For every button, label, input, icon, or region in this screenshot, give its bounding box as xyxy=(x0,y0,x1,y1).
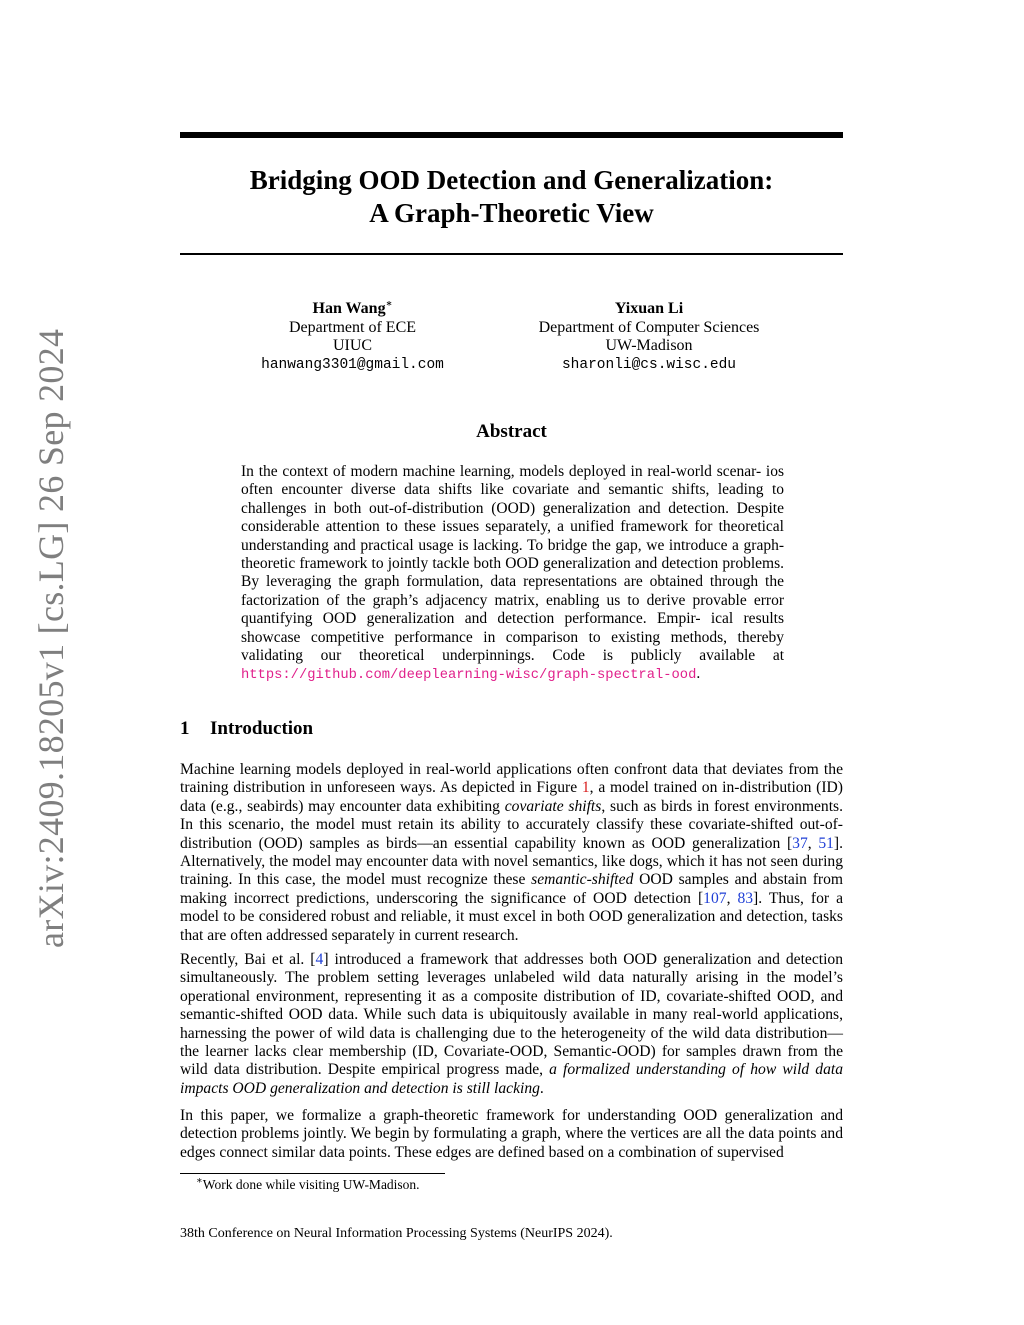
author-email[interactable]: sharonli@cs.wisc.edu xyxy=(561,356,737,373)
text-run: Recently, Bai et al. [ xyxy=(180,951,316,968)
title-line-2: A Graph-Theoretic View xyxy=(369,198,654,228)
intro-paragraph-2 xyxy=(180,951,843,1098)
footnote-text: Work done while visiting UW-Madison. xyxy=(202,1177,420,1192)
author-name xyxy=(250,300,455,319)
text-run: , xyxy=(726,889,738,907)
citation-link[interactable]: 107 xyxy=(703,889,727,907)
emphasis-text: semantic-shifted xyxy=(531,871,634,889)
figure-reference-link[interactable]: 1 xyxy=(581,779,590,797)
text-run: , a model trained on in-distribution (ID) data (e.g., seabirds) may encounter data exhibiting xyxy=(180,779,843,815)
section-heading-introduction xyxy=(180,718,313,740)
section-number: 1 xyxy=(180,718,190,739)
author-department: Department of Computer Sciences xyxy=(538,318,760,336)
author-block-2 xyxy=(520,300,778,374)
title-bottom-rule xyxy=(180,253,843,255)
code-repository-link[interactable]: https://github.com/deeplearning-wisc/graph-spectral-ood xyxy=(241,668,697,684)
author-name-text: Han Wang xyxy=(312,300,386,317)
text-run: ] introduced a framework that addresses both OOD generalization and detection simultaneously. The problem setting leverages unlabeled wild data naturally arising in the model’s operational environment, representing it as a composite distribution of ID, covariate-shifted OOD, and semantic-shifted OOD data. While such data is ubiquitously available in many real-world applications, harnessing the power of wild data is challenging due to the heterogeneity of the wild data distribution—the learner lacks clear membership (ID, Covariate-OOD, Semantic-OOD) for samples drawn from the wild data distribution. Despite empirical progress made, xyxy=(180,951,844,1079)
citation-link[interactable]: 51 xyxy=(818,834,834,852)
footnote xyxy=(196,1177,420,1193)
text-run: , such as birds in forest environments. In this scenario, the model must retain its ability to accurately classify these covariate-shifted out-of-distribution (OOD) samples as birds—an essential capability known as OOD generalization [ xyxy=(180,797,843,852)
author-department: Department of ECE xyxy=(288,318,417,336)
abstract-body xyxy=(241,463,784,686)
footnote-mark: ∗ xyxy=(385,298,393,310)
author-name: Yixuan Li xyxy=(614,300,684,317)
footnote-mark: ∗ xyxy=(196,1175,203,1187)
citation-link[interactable]: 83 xyxy=(737,889,754,907)
citation-link[interactable]: 37 xyxy=(792,834,808,852)
text-run: , xyxy=(807,834,819,852)
title-line-1: Bridging OOD Detection and Generalization: xyxy=(249,165,774,195)
text-run: . xyxy=(539,1079,544,1097)
paper-title xyxy=(180,164,843,230)
title-top-rule xyxy=(180,132,843,138)
citation-link[interactable]: 4 xyxy=(315,951,324,968)
abstract-text: In the context of modern machine learning, models deployed in real-world scenar- ios often encounter diverse data shifts like covariate and semantic shifts, leading to challenges in both out-of-distribution (OOD) generalization and detection. Despite considerable attention to these issues separately, a unified framework for theoretical understanding and practical usage is lacking. To bridge the gap, we introduce a graph-theoretic framework to jointly tackle both OOD generalization and detection problems. By leveraging the graph formulation, data representations are obtained through the factorization of the graph’s adjacency matrix, enabling us to derive provable error quantifying OOD generalization and detection performance. Empir- ical results showcase competitive performance in comparison to existing methods, thereby validating our theoretical underpinnings. Code is publicly available at xyxy=(241,463,784,665)
venue-note: 38th Conference on Neural Information Processing Systems (NeurIPS 2024). xyxy=(180,1226,613,1241)
abstract-heading: Abstract xyxy=(476,421,547,442)
intro-paragraph-1 xyxy=(180,761,843,945)
intro-paragraph-3: In this paper, we formalize a graph-theoretic framework for understanding OOD generalization and detection problems jointly. We begin by formulating a graph, where the vertices are all the data points and edges connect similar data points. These edges are defined based on a combination of supervised xyxy=(180,1107,843,1161)
author-affiliation: UW-Madison xyxy=(605,337,693,354)
abstract-end: . xyxy=(696,665,701,683)
section-title: Introduction xyxy=(210,718,314,739)
author-affiliation: UIUC xyxy=(332,337,373,354)
emphasis-text: covariate shifts xyxy=(504,797,602,815)
footnote-rule xyxy=(180,1173,445,1174)
text-run: OOD samples and abstain from making incorrect predictions, underscoring the significance of OOD detection [ xyxy=(180,871,844,907)
text-run: ]. Alternatively, the model may encounter data with novel semantics, like dogs, which it has not seen during training. In this case, the model must recognize these xyxy=(180,834,843,889)
text-run: ]. Thus, for a model to be considered robust and reliable, it must excel in both OOD generalization and detection, tasks that are often addressed separately in current research. xyxy=(180,889,844,944)
emphasis-text: a formalized understanding of how wild data impacts OOD generalization and detection is still lacking xyxy=(180,1061,844,1097)
author-email[interactable]: hanwang3301@gmail.com xyxy=(261,356,444,373)
text-run: Machine learning models deployed in real-world applications often confront data that deviates from the training distribution in unforeseen ways. As depicted in Figure xyxy=(180,761,843,797)
arxiv-identifier-stamp: arXiv:2409.18205v1 [cs.LG] 26 Sep 2024 xyxy=(31,328,71,948)
author-block-1 xyxy=(250,300,455,374)
